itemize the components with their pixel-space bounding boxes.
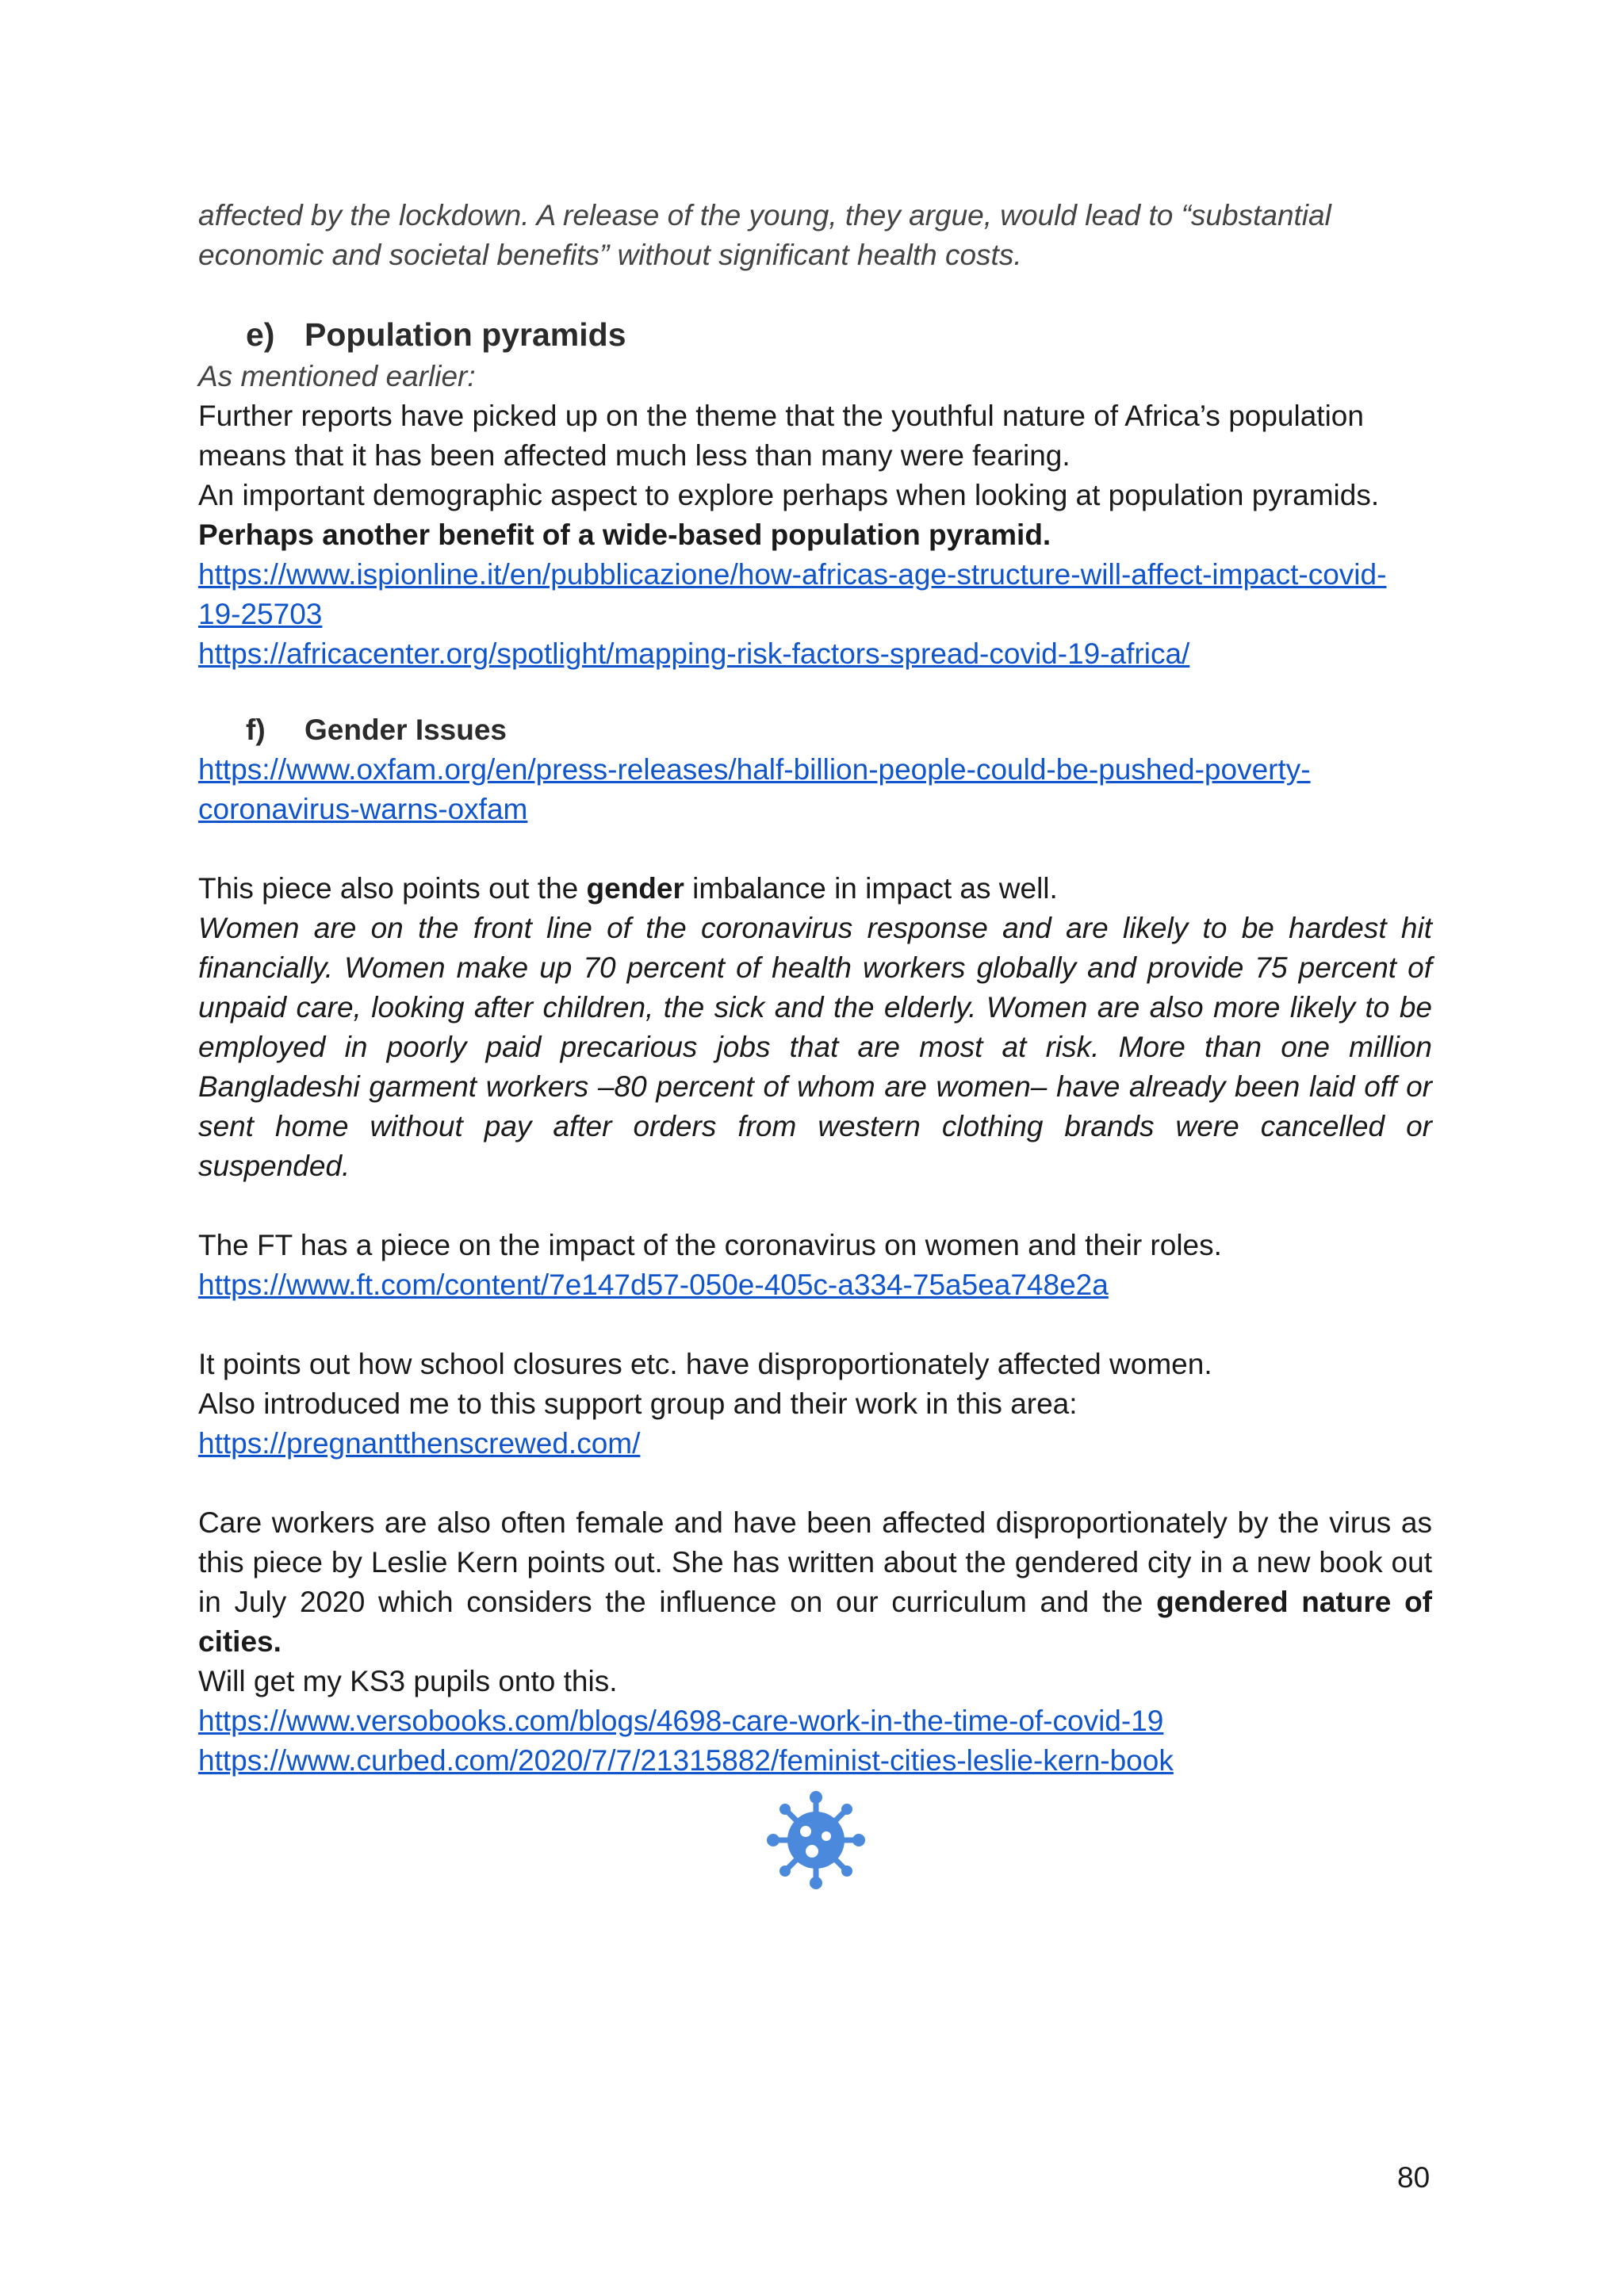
curbed-link[interactable]: https://www.curbed.com/2020/7/7/21315882/feminist-cities-leslie-kern-book — [198, 1744, 1174, 1777]
intro-line-2: economic and societal benefits” without significant health costs. — [198, 239, 1022, 271]
ispi-link-line2: 19-25703 — [198, 598, 323, 630]
section-e-p2: An important demographic aspect to explore perhaps when looking at population pyramids. — [198, 479, 1380, 511]
section-gender-issues — [198, 710, 1432, 1781]
intro-paragraph — [198, 196, 1432, 275]
africacenter-link[interactable]: https://africacenter.org/spotlight/mapping-risk-factors-spread-covid-19-africa/ — [198, 637, 1190, 670]
section-e-lead: As mentioned earlier: — [198, 360, 476, 392]
care-workers-text: Care workers are also often female and have been affected disproportionately by the virus as this piece by Leslie Kern points out. She has written about the gendered city in a new book out in July 2020 which considers the influence on our curriculum and the — [198, 1506, 1432, 1618]
gender-intro — [198, 869, 1432, 909]
intro-line-1: affected by the lockdown. A release of the young, they argue, would lead to “substantial — [198, 199, 1331, 232]
gender-intro-post: imbalance in impact as well. — [684, 872, 1058, 905]
oxfam-quote: Women are on the front line of the coronavirus response and are likely to be hardest hit financially. Women make up 70 percent of health workers globally and provide 75 percent of unpaid care, looking after children, the sick and the elderly. Women are also more likely to be employed in poorly paid precarious jobs that are most at risk. More than one million Bangladeshi garment workers –80 percent of whom are women– have already been laid off or sent home without pay after orders from western clothing brands were cancelled or suspended. — [198, 912, 1432, 1182]
section-f-title: Gender Issues — [304, 714, 508, 746]
section-e-title: Population pyramids — [304, 316, 626, 353]
pregnant-then-screwed-link[interactable]: https://pregnantthenscrewed.com/ — [198, 1427, 641, 1460]
gender-intro-pre: This piece also points out the — [198, 872, 587, 905]
care-workers-paragraph — [198, 1503, 1432, 1662]
section-e-bold: Perhaps another benefit of a wide-based population pyramid. — [198, 519, 1051, 551]
section-e-p1-line2: means that it has been affected much less than many were fearing. — [198, 439, 1071, 472]
section-e-number: e) — [246, 316, 275, 353]
school-closures-text: It points out how school closures etc. have disproportionately affected women. — [198, 1348, 1212, 1380]
oxfam-link-line1: https://www.oxfam.org/en/press-releases/half-billion-people-could-be-pushed-poverty- — [198, 753, 1311, 786]
oxfam-link-line2: coronavirus-warns-oxfam — [198, 793, 528, 825]
ft-text: The FT has a piece on the impact of the coronavirus on women and their roles. — [198, 1229, 1222, 1261]
virus-icon — [766, 1790, 866, 1890]
section-e-heading — [198, 312, 1432, 357]
page-number: 80 — [1397, 2161, 1431, 2194]
ks3-note: Will get my KS3 pupils onto this. — [198, 1665, 618, 1697]
section-population-pyramids — [198, 312, 1432, 674]
care-workers-bold: gendered nature of cities. — [198, 1586, 1432, 1658]
section-e-p1-line1: Further reports have picked up on the theme that the youthful nature of Africa’s population — [198, 400, 1364, 432]
section-f-number: f) — [246, 714, 266, 746]
oxfam-link[interactable] — [198, 750, 1432, 829]
ispi-link[interactable] — [198, 555, 1432, 634]
gender-intro-bold: gender — [586, 872, 684, 905]
verso-link[interactable]: https://www.versobooks.com/blogs/4698-care-work-in-the-time-of-covid-19 — [198, 1705, 1164, 1737]
section-f-heading — [198, 710, 1432, 750]
ispi-link-line1: https://www.ispionline.it/en/pubblicazione/how-africas-age-structure-will-affect-impact-covid- — [198, 558, 1387, 591]
support-group-text: Also introduced me to this support group and their work in this area: — [198, 1387, 1078, 1420]
ft-link[interactable]: https://www.ft.com/content/7e147d57-050e-405c-a334-75a5ea748e2a — [198, 1269, 1109, 1301]
